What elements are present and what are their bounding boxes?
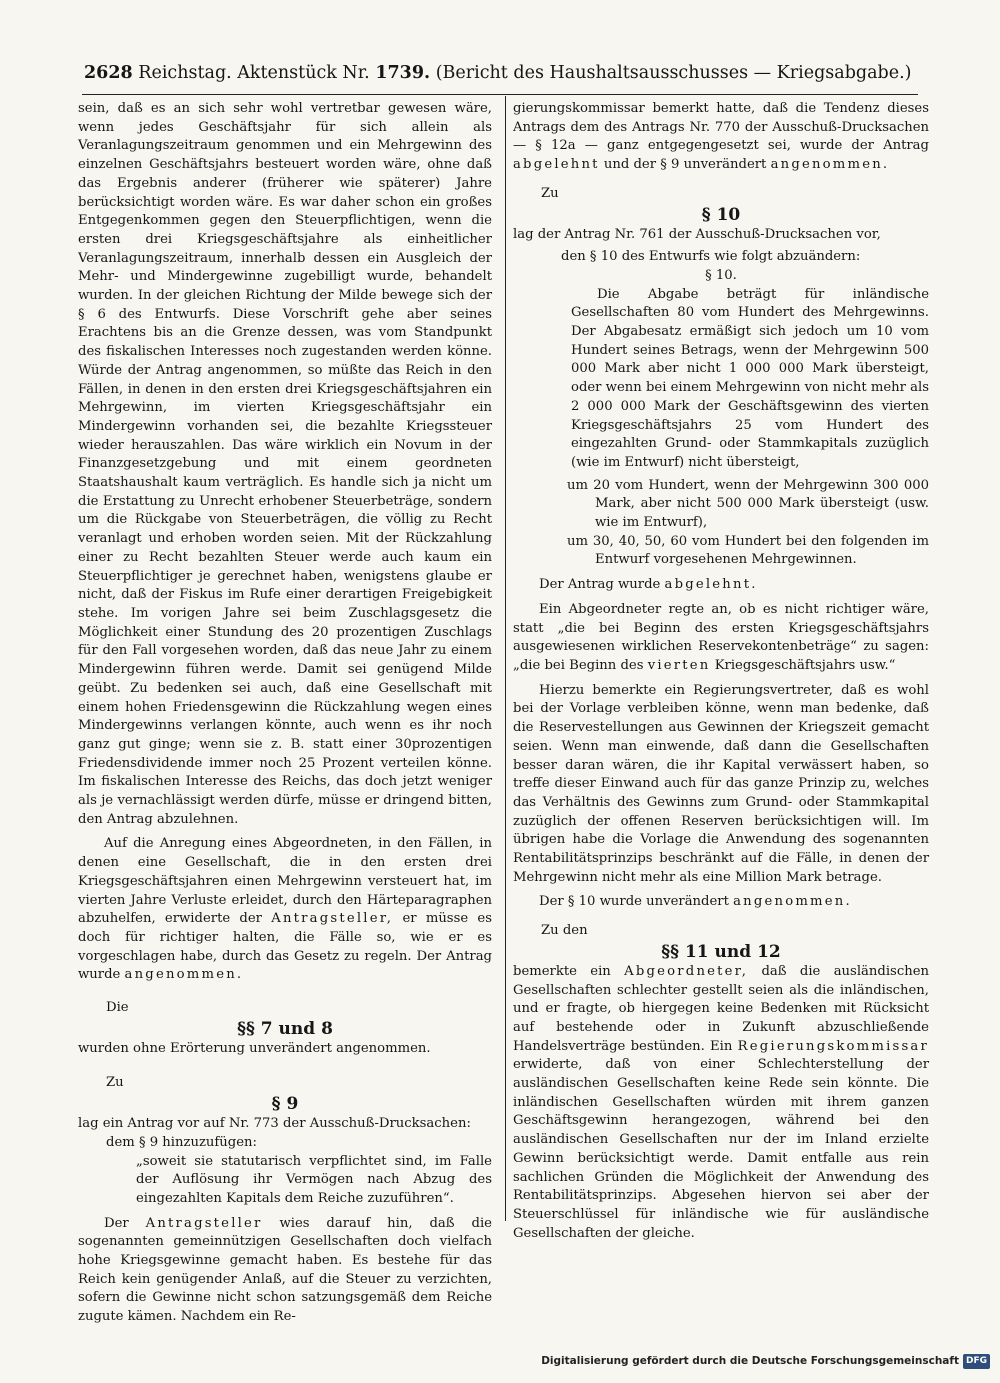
footer-text: Digitalisierung gefördert durch die Deutsche Forschungsgemeinschaft [541,1355,959,1367]
left-p2-text-a: Auf die Anregung eines Abgeordneten, in den Fällen, in denen eine Gesellschaft, die in den ersten drei Kriegsgeschäftsjahren einen Mehrgewinn versteuert hat, im vierten Jahre Verluste erleidet, durch den Härteparagraphen abzuhelfen, erwiderte der [78,836,492,927]
section-heading-9: § 9 [271,1094,299,1115]
dfg-logo: DFG [963,1354,990,1369]
digitization-footer [541,1351,990,1371]
left-p3-text-b: wies darauf hin, daß die sogenannten gemeinnützigen Gesellschaften doch vielfach hohe Kriegsgewinne gemacht haben. Es bestehe für das Reich kein genügender Anlaß, auf die Steuer zu verzichten, sofern die Gewinne nicht schon satzungsgemäß dem Reiche zugute kämen. Nachdem ein Re- [78,1215,492,1325]
right-paragraph-4 [513,963,929,1244]
header-title-post: (Bericht des Haushaltsausschusses — Kriegsabgabe.) [435,63,912,83]
right-paragraph-1 [513,100,929,175]
page-header [84,58,916,88]
right-p4-text-b: daß die ausländischen Gesellschaften schlechter gestellt seien als die inländischen, und er fragte, ob hiergegen keine Bedenken mit Rücksicht auf bestehende oder in Zukunft abzuschließende Handelsverträge bestünden. Ein [513,963,929,1054]
final-text: Der § 10 wurde unverändert [539,894,729,910]
right-p2-spaced: vierten [647,657,711,673]
right-p4-text-c: erwiderte, daß von einer Schlechterstellung der ausländischen Gesellschaften keine Rede sein könnte. Die inländischen Gesellschaften würden mit ihrem ganzen Geschäftsgewinn herangezogen, während bei den ausländischen Gesellschaften nur der im Inland erzielte Gewinn berücksichtigt werde. Damit entfalle aus rein sachlichen Gründen die Möglichkeit der Anwendung des Rentabilitätsprinzips. Abgesehen hiervon sei aber der Steuerschlüssel für inländische wie für ausländische Gesellschaften der gleiche. [513,1057,929,1241]
section-heading-7-8: §§ 7 und 8 [237,1018,333,1039]
right-column [513,100,929,1243]
right-paragraph-3: Hierzu bemerkte ein Regierungsvertreter, daß es wohl bei der Vorlage verbleiben könne, wenn man bedenke, daß die Reservestellungen aus Gewinnen der Kriegszeit gemacht seien. Wenn man einwende, daß dann die Gesellschaften besser daran wären, die ihr Kapital verwässert haben, so treffe dieser Einwand auch für das ganze Prinzip zu, welches das Verhältnis des Gewinns zum Grund- oder Stammkapital zuzüglich der offenen Reserven berücksichtigen will. Im übrigen habe die Vorlage die Anwendung des sogenannten Rentabilitätsprinzips beschränkt auf die Fälle, in denen der Mehrgewinn nicht mehr als eine Million Mark betrage. [513,682,929,885]
section-9-sub: dem § 9 hinzuzufügen: [106,1134,257,1150]
section-9-motion: lag ein Antrag vor auf Nr. 773 der Ausschuß-Drucksachen: [78,1116,471,1132]
right-p1-text-b: und der § 9 unverändert [603,157,767,173]
section-10-quote-item-1: um 20 vom Hundert, wenn der Mehrgewinn 300 000 Mark, aber nicht 500 000 Mark übersteigt (usw. wie im Entwurf), [567,477,929,531]
left-paragraph-1: sein, daß es an sich sehr wohl vertretbar gewesen wäre, wenn jedes Geschäftsjahr für sich allein als Veranlagungszeitraum genommen und ein Mehrgewinn des einzelnen Geschäftsjahrs besteuert worden wäre, ohne daß das Ergebnis anderer (früherer wie späterer) Jahre berücksichtigt worden wäre. Es war daher schon ein großes Entgegenkommen gegen den Steuerpflichtigen, wenn die ersten drei Kriegsgeschäftsjahre als einheitlicher Veranlagungszeitraum, innerhalb dessen ein Ausgleich der Mehr- und Mindergewinne zugebilligt wurde, behandelt wurden. In der gleichen Richtung der Milde bewege sich der § 6 des Entwurfs. Diese Vorschrift gehe aber seines Erachtens bis an die Grenze dessen, was vom Standpunkt des fiskalischen Interesses noch zugestanden werden könne. Würde der Antrag angenommen, so müßte das Reich in den Fällen, in denen in den ersten drei Kriegsgeschäftsjahren ein Mehrgewinn, im vierten Kriegsgeschäftsjahr ein Mindergewinn vorhanden sei, die bezahlte Kriegssteuer wieder herauszahlen. Das wäre wirklich ein Novum in der Finanzgesetzgebung und mit einem geordneten Staatshaushalt kaum verträglich. Es handle sich ja nicht um die Erstattung zu Unrecht erhobener Steuerbeträge, sondern um die Rückgabe von Steuerbeträgen, die völlig zu Recht veranlagt und erhoben worden seien. Mit der Rückzahlung einer zu Recht bezahlten Steuer werde auch kaum ein Steuerpflichtiger je gerechnet haben, wenigstens glaube er nicht, daß der Fiskus im Rufe einer derartigen Freigebigkeit stehe. Im vorigen Jahre sei beim Zuschlagsgesetz die Möglichkeit einer Stundung des 20 prozentigen Zuschlags für den Fall vorgesehen worden, daß das neue Jahr zu einem Mindergewinn führen werde. Damit sei genügend Milde geübt. Zu bedenken sei auch, daß eine Gesellschaft mit einem hohen Friedensgewinn die Rückzahlung wegen eines Mindergewinns verlangen könnte, auch wenn es ihr noch ganz gut ginge; wenn sie z. B. statt einer 30prozentigen Friedensdividende immer noch 25 Prozent verteilen könne. Im fiskalischen Interesse des Reichs, das doch jetzt weniger als je vernachlässigt werden dürfe, müsse er dringend bitten, den Antrag abzulehnen. [78,101,492,827]
left-paragraph-2 [78,835,492,985]
section-10-motion: lag der Antrag Nr. 761 der Ausschuß-Drucksachen vor, [513,226,881,242]
header-rule [82,94,918,95]
left-p2-spaced-2: angenommen. [124,967,244,983]
section-10-result [513,576,929,595]
left-p3-spaced: Antragsteller [145,1215,263,1231]
section-10-quote-body: Die Abgabe beträgt für inländische Gesellschaften 80 vom Hundert des Mehrgewinns. Der Abgabesatz ermäßigt sich jedoch um 10 vom Hundert seines Betrags, wenn der Mehrgewinn 500 000 Mark aber nicht 1 000 000 Mark übersteigt, oder wenn bei einem Mehrgewinn von nicht mehr als 2 000 000 Mark der Geschäftsgewinn des vierten Kriegsgeschäftsjahrs 25 vom Hundert des eingezahlten Grund- oder Stammkapitals zuzüglich (wie im Entwurf) nicht übersteigt, [571,286,929,470]
right-paragraph-2 [513,601,929,676]
section-heading-10: § 10 [701,204,741,225]
result-text: Der Antrag wurde [539,577,661,593]
zu-lead-9: Zu [106,1075,124,1091]
final-spaced: angenommen. [733,894,852,910]
left-p3-text-a: Der [104,1215,129,1231]
section-10-sub: den § 10 des Entwurfs wie folgt abzuändern: [561,249,861,265]
left-column [78,100,492,1327]
die-lead: Die [106,1000,129,1016]
page-number: 2628 [84,63,133,83]
zu-lead-11: Zu den [541,923,588,939]
right-p1-text-a: gierungskommissar bemerkt hatte, daß die Tendenz dieses Antrags dem des Antrags Nr. 770 der Ausschuß-Drucksachen — § 12a — ganz entgegengesetzt sei, wurde der Antrag [513,101,929,154]
section-heading-11-12: §§ 11 und 12 [661,941,781,962]
right-p4-text-a: bemerkte ein [513,963,611,979]
section-10-quote [513,286,929,473]
section-10-final [513,893,929,912]
right-p4-spaced-1: Abgeordneter, [624,963,749,979]
zu-lead-10: Zu [541,185,559,201]
section-9-quote: „soweit sie statutarisch verpflichtet sind, im Falle der Auflösung ihr Vermögen nach Abzug des eingezahlten Kapitals dem Reiche zuzuführen“. [136,1153,492,1206]
document-number: 1739. [375,63,431,83]
right-p1-spaced-1: abgelehnt [513,157,600,173]
left-p2-text-b: er müsse es doch für richtiger halten, die Fälle so, wie er es vorgeschlagen habe, durch das Gesetz zu regeln. Der Antrag wurde [78,911,492,983]
column-divider [505,96,506,1221]
right-p1-spaced-2: angenommen. [770,157,890,173]
section-10-quote-item-2: um 30, 40, 50, 60 vom Hundert bei den folgenden im Entwurf vorgesehenen Mehrgewinnen. [567,533,929,568]
quoted-section-heading: § 10. [705,267,737,283]
right-p2-text-b: Kriegsgeschäftsjahrs usw.“ [714,657,896,673]
header-title-pre: Reichstag. Aktenstück Nr. [138,63,370,83]
right-p4-spaced-2: Regierungskommissar [737,1038,929,1054]
right-p2-text-a: Ein Abgeordneter regte an, ob es nicht richtiger wäre, statt „die bei Beginn des ersten Kriegsgeschäftsjahrs ausgewiesenen wirklichen Reservekontenbeträge“ zu sagen: „die bei Beginn des [513,601,929,673]
left-p2-spaced-1: Antragsteller, [271,911,394,927]
result-spaced: abgelehnt. [664,577,758,593]
section-7-8-note: wurden ohne Erörterung unverändert angenommen. [78,1040,431,1056]
left-paragraph-3 [78,1215,492,1327]
